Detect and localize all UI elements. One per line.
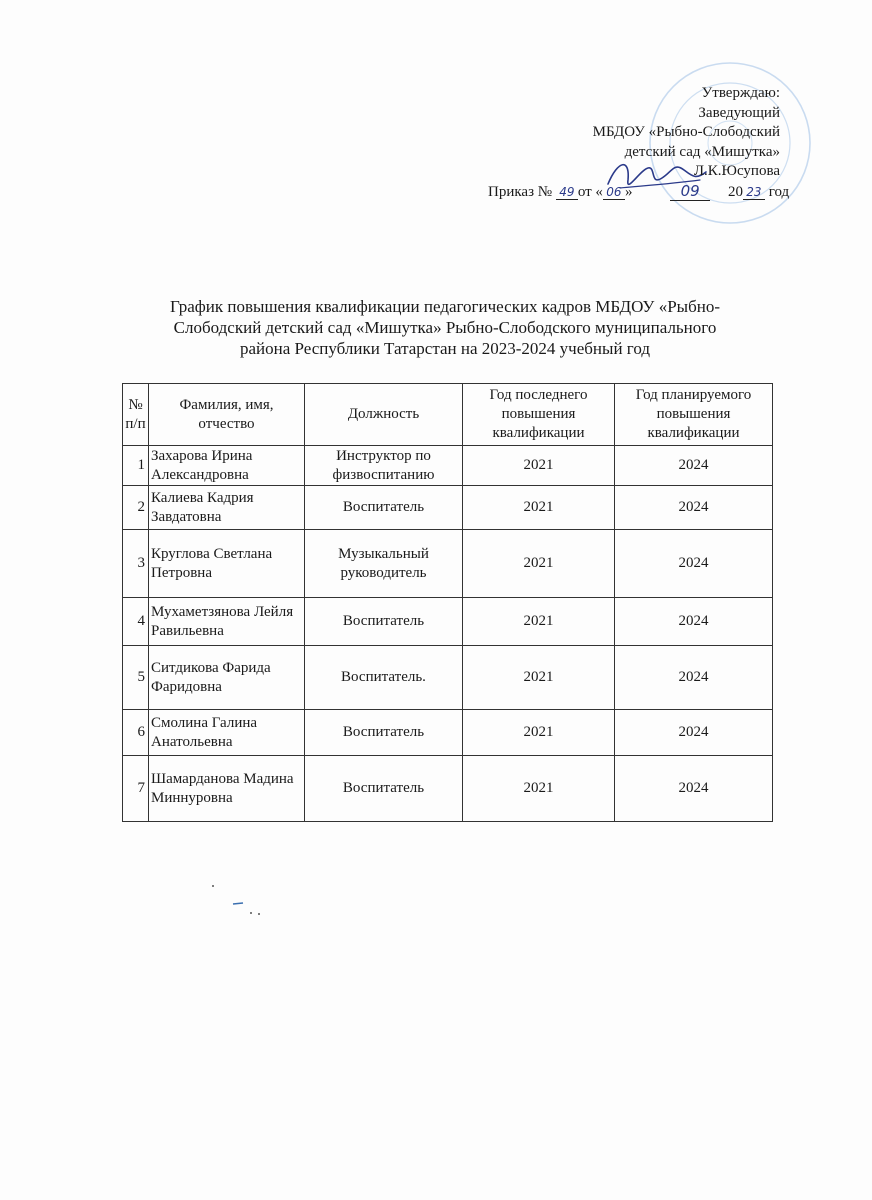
- row-name: Круглова Светлана Петровна: [149, 530, 305, 598]
- row-name: Шамарданова Мадина Миннуровна: [149, 756, 305, 822]
- row-planned-year: 2024: [615, 486, 773, 530]
- row-num: 6: [123, 710, 149, 756]
- order-year-word: год: [768, 184, 790, 200]
- row-last-year: 2021: [463, 710, 615, 756]
- row-last-year: 2021: [463, 598, 615, 646]
- row-position: Воспитатель: [305, 756, 463, 822]
- order-line: [488, 182, 789, 201]
- row-name: Смолина Галина Анатольевна: [149, 710, 305, 756]
- row-num: 2: [123, 486, 149, 530]
- row-position: Музыкальный руководитель: [305, 530, 463, 598]
- row-position: Воспитатель: [305, 486, 463, 530]
- header-planned-year: Год планируемого повышения квалификации: [615, 384, 773, 446]
- row-num: 7: [123, 756, 149, 822]
- approval-head-name: Л.К.Юсупова: [693, 163, 780, 179]
- table-row: [123, 598, 773, 646]
- row-num: 4: [123, 598, 149, 646]
- approval-label: Утверждаю:: [701, 85, 780, 101]
- row-num: 3: [123, 530, 149, 598]
- order-prefix: Приказ №: [488, 184, 553, 200]
- title-line-1: График повышения квалификации педагогических кадров МБДОУ «Рыбно-: [169, 297, 720, 316]
- row-last-year: 2021: [463, 446, 615, 486]
- order-quote-close: »: [624, 184, 633, 200]
- row-planned-year: 2024: [615, 446, 773, 486]
- row-name: Мухаметзянова Лейля Равильевна: [149, 598, 305, 646]
- scan-specks: [205, 880, 285, 920]
- table-row: [123, 646, 773, 710]
- approval-block: [593, 84, 780, 182]
- order-from: от «: [577, 184, 603, 200]
- row-planned-year: 2024: [615, 756, 773, 822]
- row-planned-year: 2024: [615, 598, 773, 646]
- table-row: [123, 756, 773, 822]
- title-line-2: Слободский детский сад «Мишутка» Рыбно-Слободского муниципального: [173, 318, 717, 337]
- order-month: 09: [670, 182, 710, 201]
- row-last-year: 2021: [463, 756, 615, 822]
- table-row: [123, 486, 773, 530]
- order-year-prefix: 20: [727, 184, 743, 200]
- order-day: 06: [603, 185, 625, 200]
- row-name: Захарова Ирина Александровна: [149, 446, 305, 486]
- row-planned-year: 2024: [615, 530, 773, 598]
- header-name: Фамилия, имя, отчество: [149, 384, 305, 446]
- approval-org-line2: детский сад «Мишутка»: [624, 143, 780, 160]
- table-row: [123, 710, 773, 756]
- table-header-row: [123, 384, 773, 446]
- header-last-year: Год последнего повышения квалификации: [463, 384, 615, 446]
- title-line-3: района Республики Татарстан на 2023-2024 учебный год: [239, 339, 651, 358]
- row-num: 1: [123, 446, 149, 486]
- row-last-year: 2021: [463, 646, 615, 710]
- row-num: 5: [123, 646, 149, 710]
- row-position: Воспитатель: [305, 598, 463, 646]
- table-row: [123, 446, 773, 486]
- row-position: Воспитатель: [305, 710, 463, 756]
- row-last-year: 2021: [463, 530, 615, 598]
- document-title: [100, 296, 790, 359]
- row-planned-year: 2024: [615, 646, 773, 710]
- approval-org-line1: МБДОУ «Рыбно-Слободский: [592, 124, 780, 140]
- header-position: Должность: [305, 384, 463, 446]
- header-num: № п/п: [123, 384, 149, 446]
- qualification-table: [122, 383, 773, 822]
- order-number: 49: [556, 185, 578, 200]
- row-name: Калиева Кадрия Завдатовна: [149, 486, 305, 530]
- approval-position: Заведующий: [698, 104, 780, 121]
- order-year-suffix: 23: [743, 185, 765, 200]
- row-position: Инструктор по физвоспитанию: [305, 446, 463, 486]
- row-position: Воспитатель.: [305, 646, 463, 710]
- row-name: Ситдикова Фарида Фаридовна: [149, 646, 305, 710]
- row-last-year: 2021: [463, 486, 615, 530]
- row-planned-year: 2024: [615, 710, 773, 756]
- table-row: [123, 530, 773, 598]
